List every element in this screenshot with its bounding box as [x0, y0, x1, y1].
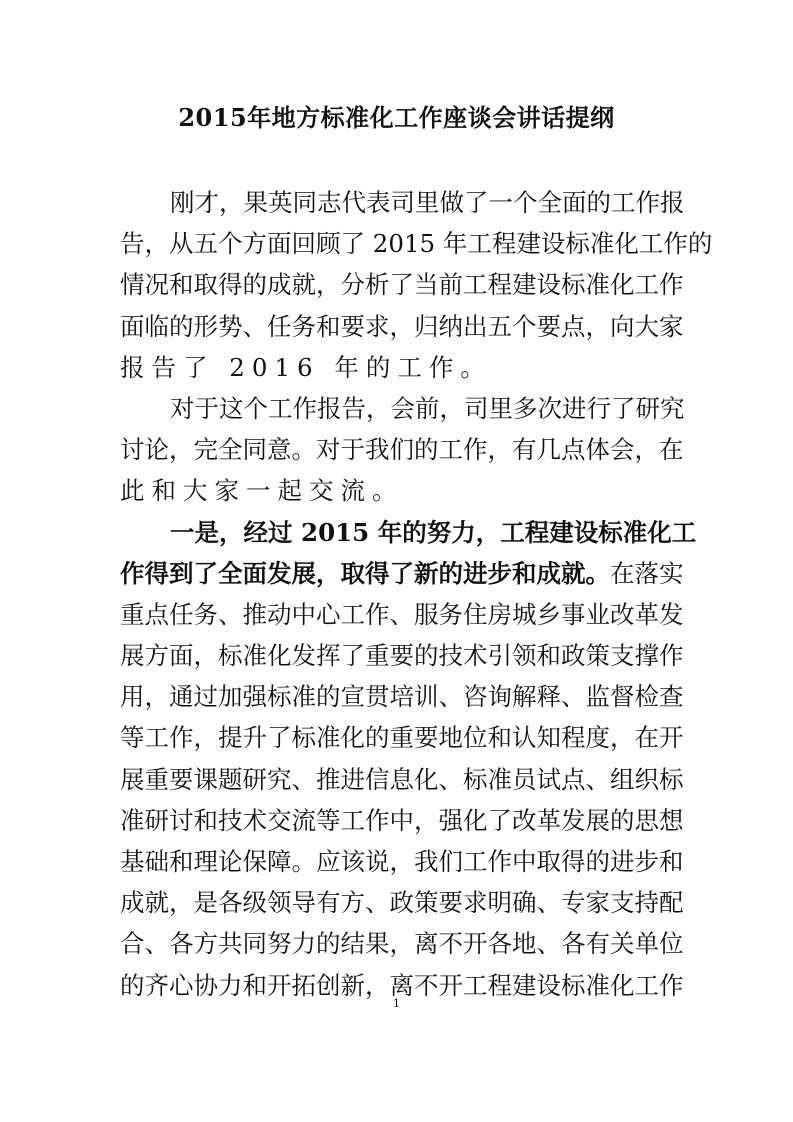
text-segment: 在落实 — [610, 558, 684, 588]
text-line — [120, 800, 684, 841]
text-line — [120, 223, 713, 264]
text-line — [120, 512, 697, 553]
text-segment: 报告了 2016 年的工作。 — [120, 352, 492, 382]
text-segment: 合、各方共同努力的结果，离不开各地、各有关单位 — [120, 929, 684, 959]
text-line — [120, 841, 684, 882]
text-line — [120, 676, 684, 717]
paragraph — [120, 512, 697, 1006]
text-line — [120, 306, 684, 347]
text-segment: 等工作，提升了标准化的重要地位和认知程度，在开 — [120, 723, 684, 753]
text-segment: 情况和取得的成就，分析了当前工程建设标准化工作 — [120, 270, 684, 300]
text-segment: 重点任务、推动中心工作、服务住房城乡事业改革发 — [120, 599, 684, 629]
page-number: 1 — [393, 997, 400, 1010]
text-line — [120, 923, 684, 964]
text-segment: 基础和理论保障。应该说，我们工作中取得的进步和 — [120, 847, 684, 876]
document-title: 2015年地方标准化工作座谈会讲话提纲 — [178, 103, 615, 132]
text-line — [120, 470, 672, 511]
text-segment: 展方面，标准化发挥了重要的技术引领和政策支撑作 — [120, 641, 684, 671]
text-segment: 面临的形势、任务和要求，归纳出五个要点，向大家 — [120, 311, 684, 341]
text-line — [120, 264, 684, 305]
text-line — [120, 182, 685, 223]
document-body — [120, 182, 713, 1006]
text-line — [120, 717, 684, 758]
text-line — [120, 388, 685, 429]
text-segment: 对于这个工作报告，会前，司里多次进行了研究 — [170, 393, 685, 423]
paragraph — [120, 388, 685, 512]
text-line — [120, 347, 672, 388]
text-segment: 成就，是各级领导有方、政策要求明确、专家支持配 — [120, 888, 684, 918]
bold-text: 作得到了全面发展，取得了新的进步和成就。 — [120, 558, 610, 588]
text-line — [120, 635, 684, 676]
text-line — [120, 429, 684, 470]
text-line — [120, 759, 684, 800]
paragraph — [120, 182, 713, 388]
text-segment: 用，通过加强标准的宣贯培训、咨询解释、监督检查 — [120, 682, 684, 712]
text-segment: 此和大家一起交流。 — [120, 476, 404, 506]
text-segment: 的齐心协力和开拓创新，离不开工程建设标准化工作 — [120, 970, 684, 1000]
text-line — [120, 882, 684, 923]
text-segment: 告，从五个方面回顾了 2015 年工程建设标准化工作的 — [120, 229, 713, 259]
text-segment: 刚才，果英同志代表司里做了一个全面的工作报 — [170, 188, 685, 217]
text-segment: 讨论，完全同意。对于我们的工作，有几点体会，在 — [120, 435, 684, 465]
text-segment: 准研讨和技术交流等工作中，强化了改革发展的思想 — [120, 805, 684, 835]
text-line — [120, 594, 684, 635]
text-line — [120, 553, 684, 594]
bold-text: 一是，经过 2015 年的努力，工程建设标准化工 — [170, 517, 697, 547]
text-segment: 展重要课题研究、推进信息化、标准员试点、组织标 — [120, 764, 684, 794]
